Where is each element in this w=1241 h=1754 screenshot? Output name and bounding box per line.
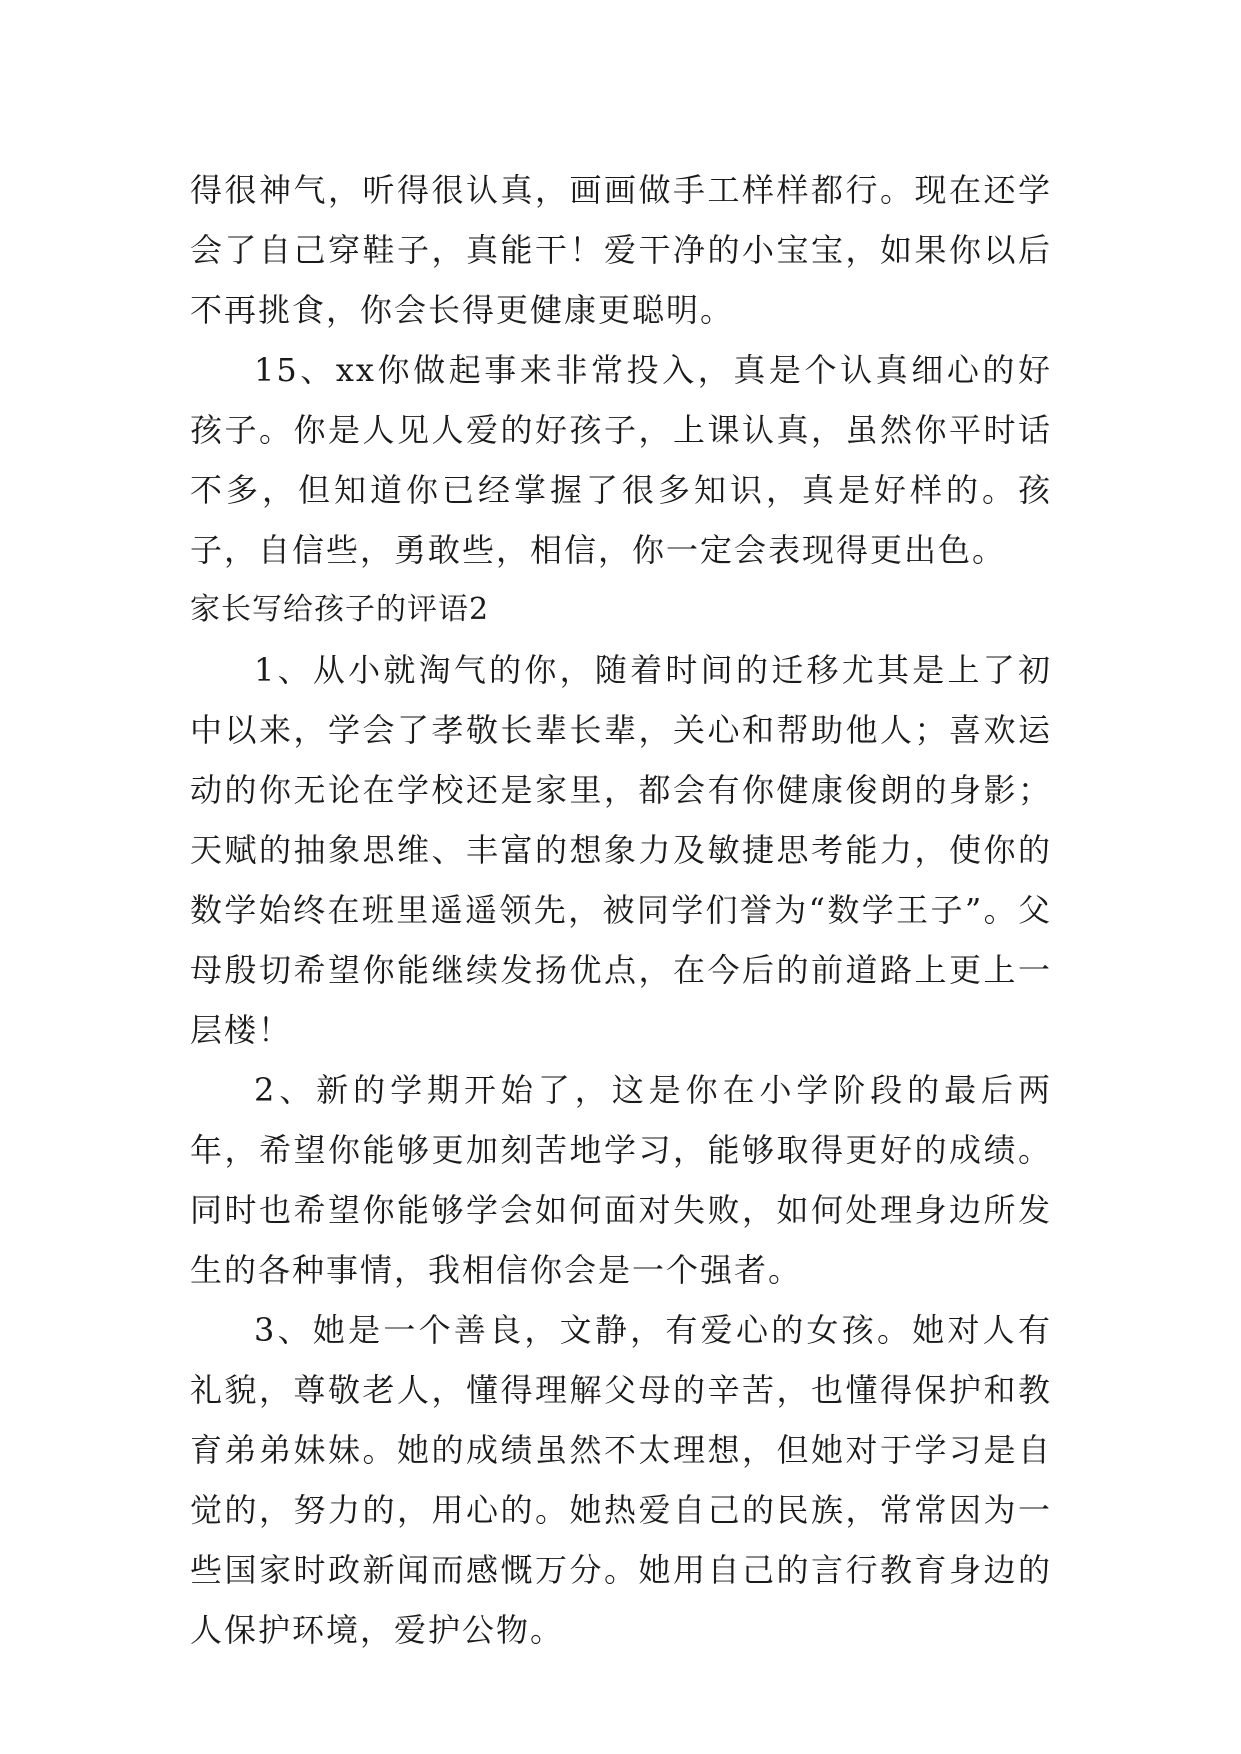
document-page xyxy=(190,160,1052,1660)
continuation-paragraph: 得很神气，听得很认真，画画做手工样样都行。现在还学会了自己穿鞋子，真能干！爱干净的小宝宝，如果你以后不再挑食，你会长得更健康更聪明。 xyxy=(190,171,1052,329)
comment-item-3: 3、她是一个善良，文静，有爱心的女孩。她对人有礼貌，尊敬老人，懂得理解父母的辛苦，也懂得保护和教育弟弟妹妹。她的成绩虽然不太理想，但她对于学习是自觉的，努力的，用心的。她热爱自己的民族，常常因为一些国家时政新闻而感慨万分。她用自己的言行教育身边的人保护环境，爱护公物。 xyxy=(190,1311,1052,1649)
comment-item-1: 1、从小就淘气的你，随着时间的迁移尤其是上了初中以来，学会了孝敬长辈长辈，关心和帮助他人；喜欢运动的你无论在学校还是家里，都会有你健康俊朗的身影；天赋的抽象思维、丰富的想象力及敏捷思考能力，使你的数学始终在班里遥遥领先，被同学们誉为“数学王子”。父母殷切希望你能继续发扬优点，在今后的前道路上更上一层楼！ xyxy=(190,651,1052,1049)
paragraph-15: 15、xx你做起事来非常投入，真是个认真细心的好孩子。你是人见人爱的好孩子，上课认真，虽然你平时话不多，但知道你已经掌握了很多知识，真是好样的。孩子，自信些，勇敢些，相信，你一定会表现得更出色。 xyxy=(190,351,1052,569)
comment-item-2: 2、新的学期开始了，这是你在小学阶段的最后两年，希望你能够更加刻苦地学习，能够取得更好的成绩。同时也希望你能够学会如何面对失败，如何处理身边所发生的各种事情，我相信你会是一个强者。 xyxy=(190,1071,1052,1289)
section-heading: 家长写给孩子的评语2 xyxy=(190,592,490,627)
